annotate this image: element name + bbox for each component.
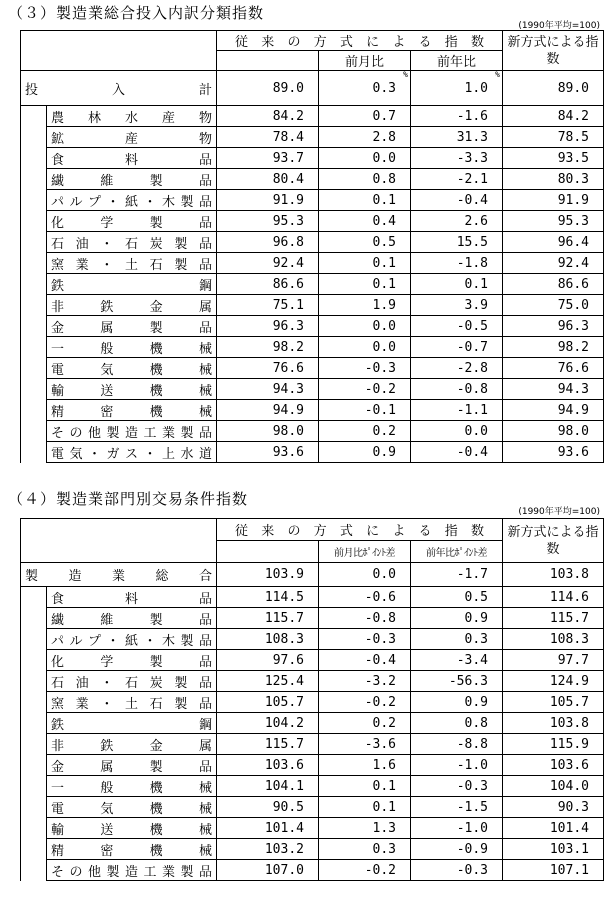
row-label: 一般機械: [47, 337, 217, 358]
cell-value: 101.4: [217, 818, 319, 839]
indent-cell: [21, 650, 47, 671]
cell-value: 0.1: [319, 776, 411, 797]
cell-value: -1.1: [411, 400, 503, 421]
table-row: [21, 587, 604, 608]
cell-value: 75.0: [503, 295, 604, 316]
indent-cell: [21, 442, 47, 463]
cell-value: -0.2: [319, 860, 411, 881]
table-header: [21, 31, 604, 71]
row-label: 輸送機械: [47, 818, 217, 839]
cell-value: -3.3: [411, 148, 503, 169]
indent-cell: [21, 316, 47, 337]
cell-value: -0.3: [411, 860, 503, 881]
cell-value: 75.1: [217, 295, 319, 316]
row-label: 非鉄金属: [47, 734, 217, 755]
cell-value: 0.1: [319, 253, 411, 274]
table-row: [21, 629, 604, 650]
table-row: [21, 650, 604, 671]
indent-cell: [21, 337, 47, 358]
row-label: 食料品: [47, 587, 217, 608]
cell-value: 93.7: [217, 148, 319, 169]
cell-value: 107.0: [217, 860, 319, 881]
row-label: 製造業総合: [21, 563, 217, 587]
cell-value: 0.9: [319, 442, 411, 463]
total-row: [21, 71, 604, 106]
indent-cell: [21, 169, 47, 190]
table-row: [21, 274, 604, 295]
table-row: [21, 148, 604, 169]
cell-value: -0.9: [411, 839, 503, 860]
table-row: [21, 755, 604, 776]
cell-value: 96.4: [503, 232, 604, 253]
value-text: 103.8: [549, 567, 589, 582]
indent-cell: [21, 797, 47, 818]
cell-value: -2.1: [411, 169, 503, 190]
row-label: 繊維製品: [47, 169, 217, 190]
value-text: 89.0: [557, 80, 589, 96]
cell-value: 0.4: [319, 211, 411, 232]
cell-value: [217, 563, 319, 587]
row-label: 石油・石炭製品: [47, 671, 217, 692]
table-row: [21, 232, 604, 253]
table-body: [21, 563, 604, 881]
header-yoy: 前年比: [411, 51, 503, 71]
cell-value: 98.2: [217, 337, 319, 358]
row-label: 電気・ガス・上水道: [47, 442, 217, 463]
indent-cell: [21, 127, 47, 148]
cell-value: 84.2: [217, 106, 319, 127]
header-mom-point: 前月比ﾎﾟｲﾝﾄ差: [319, 541, 411, 563]
row-label: その他製造工業製品: [47, 860, 217, 881]
cell-value: 0.3: [411, 629, 503, 650]
cell-value: 95.3: [503, 211, 604, 232]
cell-value: -1.5: [411, 797, 503, 818]
cell-value: 96.3: [217, 316, 319, 337]
cell-value: -0.8: [319, 608, 411, 629]
percent-mark: %: [403, 70, 408, 79]
cell-value: 103.8: [503, 713, 604, 734]
table-row: [21, 358, 604, 379]
cell-value: -0.2: [319, 379, 411, 400]
indent-cell: [21, 839, 47, 860]
cell-value: -0.8: [411, 379, 503, 400]
row-label: 非鉄金属: [47, 295, 217, 316]
cell-value: -0.3: [319, 358, 411, 379]
cell-value: 114.5: [217, 587, 319, 608]
cell-value: 0.1: [411, 274, 503, 295]
cell-value: 0.1: [319, 274, 411, 295]
cell-value: 98.0: [217, 421, 319, 442]
cell-value: 108.3: [217, 629, 319, 650]
cell-value: 0.5: [319, 232, 411, 253]
cell-value: -0.3: [411, 776, 503, 797]
indent-cell: [21, 106, 47, 127]
indent-cell: [21, 713, 47, 734]
cell-value: [411, 563, 503, 587]
cell-value: 125.4: [217, 671, 319, 692]
table-row: [21, 421, 604, 442]
cell-value: -1.8: [411, 253, 503, 274]
cell-value: 0.0: [319, 316, 411, 337]
cell-value: 115.9: [503, 734, 604, 755]
cell-value: 108.3: [503, 629, 604, 650]
header-blank: [21, 519, 217, 563]
indent-cell: [21, 358, 47, 379]
cell-value: 104.1: [217, 776, 319, 797]
row-label: 窯業・土石製品: [47, 692, 217, 713]
cell-value: 93.5: [503, 148, 604, 169]
cell-value: 2.6: [411, 211, 503, 232]
cell-value: 115.7: [217, 734, 319, 755]
table-row: [21, 127, 604, 148]
row-label: パルプ・紙・木製品: [47, 629, 217, 650]
indent-cell: [21, 190, 47, 211]
cell-value: 98.0: [503, 421, 604, 442]
cell-value: -1.6: [411, 106, 503, 127]
indent-cell: [21, 755, 47, 776]
cell-value: 3.9: [411, 295, 503, 316]
cell-value: 86.6: [503, 274, 604, 295]
cell-value: 91.9: [217, 190, 319, 211]
cell-value: -3.2: [319, 671, 411, 692]
input-index-table: [20, 30, 604, 463]
cell-value: [319, 71, 411, 106]
cell-value: [319, 563, 411, 587]
cell-value: 84.2: [503, 106, 604, 127]
table-row: [21, 400, 604, 421]
row-label: 窯業・土石製品: [47, 253, 217, 274]
cell-value: 101.4: [503, 818, 604, 839]
row-label: 金属製品: [47, 316, 217, 337]
indent-cell: [21, 608, 47, 629]
table-row: [21, 337, 604, 358]
cell-value: 0.0: [319, 148, 411, 169]
cell-value: 78.4: [217, 127, 319, 148]
row-label: 電気機械: [47, 358, 217, 379]
base-note: (1990年平均=100): [518, 507, 600, 517]
table-row: [21, 169, 604, 190]
cell-value: 80.3: [503, 169, 604, 190]
cell-value: 98.2: [503, 337, 604, 358]
table-row: [21, 106, 604, 127]
cell-value: -0.4: [411, 190, 503, 211]
cell-value: 76.6: [503, 358, 604, 379]
row-label: 化学製品: [47, 650, 217, 671]
indent-cell: [21, 211, 47, 232]
cell-value: 93.6: [503, 442, 604, 463]
header-blank-col: [217, 541, 319, 563]
cell-value: 114.6: [503, 587, 604, 608]
cell-value: 95.3: [217, 211, 319, 232]
indent-cell: [21, 692, 47, 713]
cell-value: 103.6: [217, 755, 319, 776]
cell-value: -0.7: [411, 337, 503, 358]
cell-value: 78.5: [503, 127, 604, 148]
row-label: 鉱産物: [47, 127, 217, 148]
value-text: 1.0: [464, 80, 488, 96]
header-mom: 前月比: [319, 51, 411, 71]
cell-value: -3.6: [319, 734, 411, 755]
cell-value: 94.9: [503, 400, 604, 421]
cell-value: 0.2: [319, 713, 411, 734]
row-label: 投入計: [21, 71, 217, 106]
table-row: [21, 211, 604, 232]
value-text: 89.0: [272, 80, 304, 96]
indent-cell: [21, 274, 47, 295]
cell-value: 0.7: [319, 106, 411, 127]
value-text: -1.7: [456, 567, 488, 582]
table-row: [21, 190, 604, 211]
row-label: 化学製品: [47, 211, 217, 232]
cell-value: 103.2: [217, 839, 319, 860]
cell-value: 107.1: [503, 860, 604, 881]
cell-value: -56.3: [411, 671, 503, 692]
cell-value: 1.9: [319, 295, 411, 316]
cell-value: -2.8: [411, 358, 503, 379]
indent-cell: [21, 379, 47, 400]
cell-value: 0.5: [411, 587, 503, 608]
cell-value: 0.8: [319, 169, 411, 190]
cell-value: 93.6: [217, 442, 319, 463]
cell-value: -0.2: [319, 692, 411, 713]
row-label: 石油・石炭製品: [47, 232, 217, 253]
header-conventional: 従来の方式による指数: [217, 31, 503, 51]
cell-value: -0.1: [319, 400, 411, 421]
table-row: [21, 692, 604, 713]
value-text: 103.9: [264, 567, 304, 582]
cell-value: 92.4: [503, 253, 604, 274]
table-row: [21, 442, 604, 463]
row-label: 一般機械: [47, 776, 217, 797]
header-new-method: 新方式による指数: [503, 31, 604, 71]
indent-cell: [21, 253, 47, 274]
table-row: [21, 379, 604, 400]
cell-value: [217, 71, 319, 106]
table-header: [21, 519, 604, 563]
value-text: 0.3: [372, 80, 396, 96]
cell-value: 0.3: [319, 839, 411, 860]
section-title: （３）製造業総合投入内訳分類指数: [8, 4, 265, 22]
table-row: [21, 253, 604, 274]
cell-value: 105.7: [217, 692, 319, 713]
cell-value: 0.0: [411, 421, 503, 442]
indent-cell: [21, 734, 47, 755]
indent-cell: [21, 421, 47, 442]
cell-value: 96.3: [503, 316, 604, 337]
cell-value: 91.9: [503, 190, 604, 211]
row-label: 鉄鋼: [47, 274, 217, 295]
cell-value: 96.8: [217, 232, 319, 253]
table-row: [21, 713, 604, 734]
cell-value: 31.3: [411, 127, 503, 148]
table-row: [21, 839, 604, 860]
indent-cell: [21, 818, 47, 839]
indent-cell: [21, 860, 47, 881]
section-terms-of-trade: [0, 480, 606, 901]
cell-value: 1.6: [319, 755, 411, 776]
cell-value: 76.6: [217, 358, 319, 379]
table-row: [21, 608, 604, 629]
indent-cell: [21, 587, 47, 608]
cell-value: 124.9: [503, 671, 604, 692]
cell-value: 94.9: [217, 400, 319, 421]
cell-value: -1.0: [411, 755, 503, 776]
cell-value: 1.3: [319, 818, 411, 839]
indent-cell: [21, 776, 47, 797]
cell-value: 0.1: [319, 797, 411, 818]
cell-value: 104.0: [503, 776, 604, 797]
table-row: [21, 860, 604, 881]
cell-value: 2.8: [319, 127, 411, 148]
cell-value: 86.6: [217, 274, 319, 295]
row-label: その他製造工業製品: [47, 421, 217, 442]
row-label: 金属製品: [47, 755, 217, 776]
table-body: [21, 71, 604, 463]
value-text: 0.0: [372, 567, 396, 582]
cell-value: 97.7: [503, 650, 604, 671]
cell-value: 90.5: [217, 797, 319, 818]
table-row: [21, 316, 604, 337]
header-new-method: 新方式による指数: [503, 519, 604, 563]
base-note: (1990年平均=100): [518, 21, 600, 31]
cell-value: 115.7: [503, 608, 604, 629]
cell-value: 115.7: [217, 608, 319, 629]
table-row: [21, 797, 604, 818]
cell-value: -0.5: [411, 316, 503, 337]
row-label: 輸送機械: [47, 379, 217, 400]
table-row: [21, 734, 604, 755]
indent-cell: [21, 148, 47, 169]
cell-value: -8.8: [411, 734, 503, 755]
header-blank: [21, 31, 217, 71]
cell-value: 0.2: [319, 421, 411, 442]
row-label: 鉄鋼: [47, 713, 217, 734]
row-label: 精密機械: [47, 400, 217, 421]
cell-value: 103.1: [503, 839, 604, 860]
row-label: パルプ・紙・木製品: [47, 190, 217, 211]
cell-value: 92.4: [217, 253, 319, 274]
indent-cell: [21, 232, 47, 253]
header-blank-col: [217, 51, 319, 71]
cell-value: 90.3: [503, 797, 604, 818]
table-row: [21, 671, 604, 692]
row-label: 繊維製品: [47, 608, 217, 629]
indent-cell: [21, 629, 47, 650]
cell-value: -0.4: [319, 650, 411, 671]
row-label: 精密機械: [47, 839, 217, 860]
cell-value: 0.0: [319, 337, 411, 358]
cell-value: 0.9: [411, 692, 503, 713]
cell-value: -0.6: [319, 587, 411, 608]
cell-value: 94.3: [503, 379, 604, 400]
cell-value: 80.4: [217, 169, 319, 190]
cell-value: -3.4: [411, 650, 503, 671]
cell-value: 104.2: [217, 713, 319, 734]
cell-value: 0.8: [411, 713, 503, 734]
header-yoy-point: 前年比ﾎﾟｲﾝﾄ差: [411, 541, 503, 563]
terms-of-trade-table: [20, 518, 604, 881]
cell-value: 97.6: [217, 650, 319, 671]
table-row: [21, 818, 604, 839]
indent-cell: [21, 671, 47, 692]
cell-value: 105.7: [503, 692, 604, 713]
cell-value: 103.6: [503, 755, 604, 776]
indent-cell: [21, 400, 47, 421]
row-label: 電気機械: [47, 797, 217, 818]
cell-value: 94.3: [217, 379, 319, 400]
cell-value: 15.5: [411, 232, 503, 253]
section-title: （４）製造業部門別交易条件指数: [8, 490, 249, 508]
cell-value: 0.9: [411, 608, 503, 629]
cell-value: -1.0: [411, 818, 503, 839]
indent-cell: [21, 295, 47, 316]
row-label: 食料品: [47, 148, 217, 169]
cell-value: -0.3: [319, 629, 411, 650]
table-row: [21, 776, 604, 797]
table-row: [21, 295, 604, 316]
row-label: 農林水産物: [47, 106, 217, 127]
percent-mark: %: [495, 70, 500, 79]
total-row: [21, 563, 604, 587]
cell-value: [503, 563, 604, 587]
cell-value: 0.1: [319, 190, 411, 211]
cell-value: [503, 71, 604, 106]
cell-value: -0.4: [411, 442, 503, 463]
cell-value: [411, 71, 503, 106]
header-conventional: 従来の方式による指数: [217, 519, 503, 541]
